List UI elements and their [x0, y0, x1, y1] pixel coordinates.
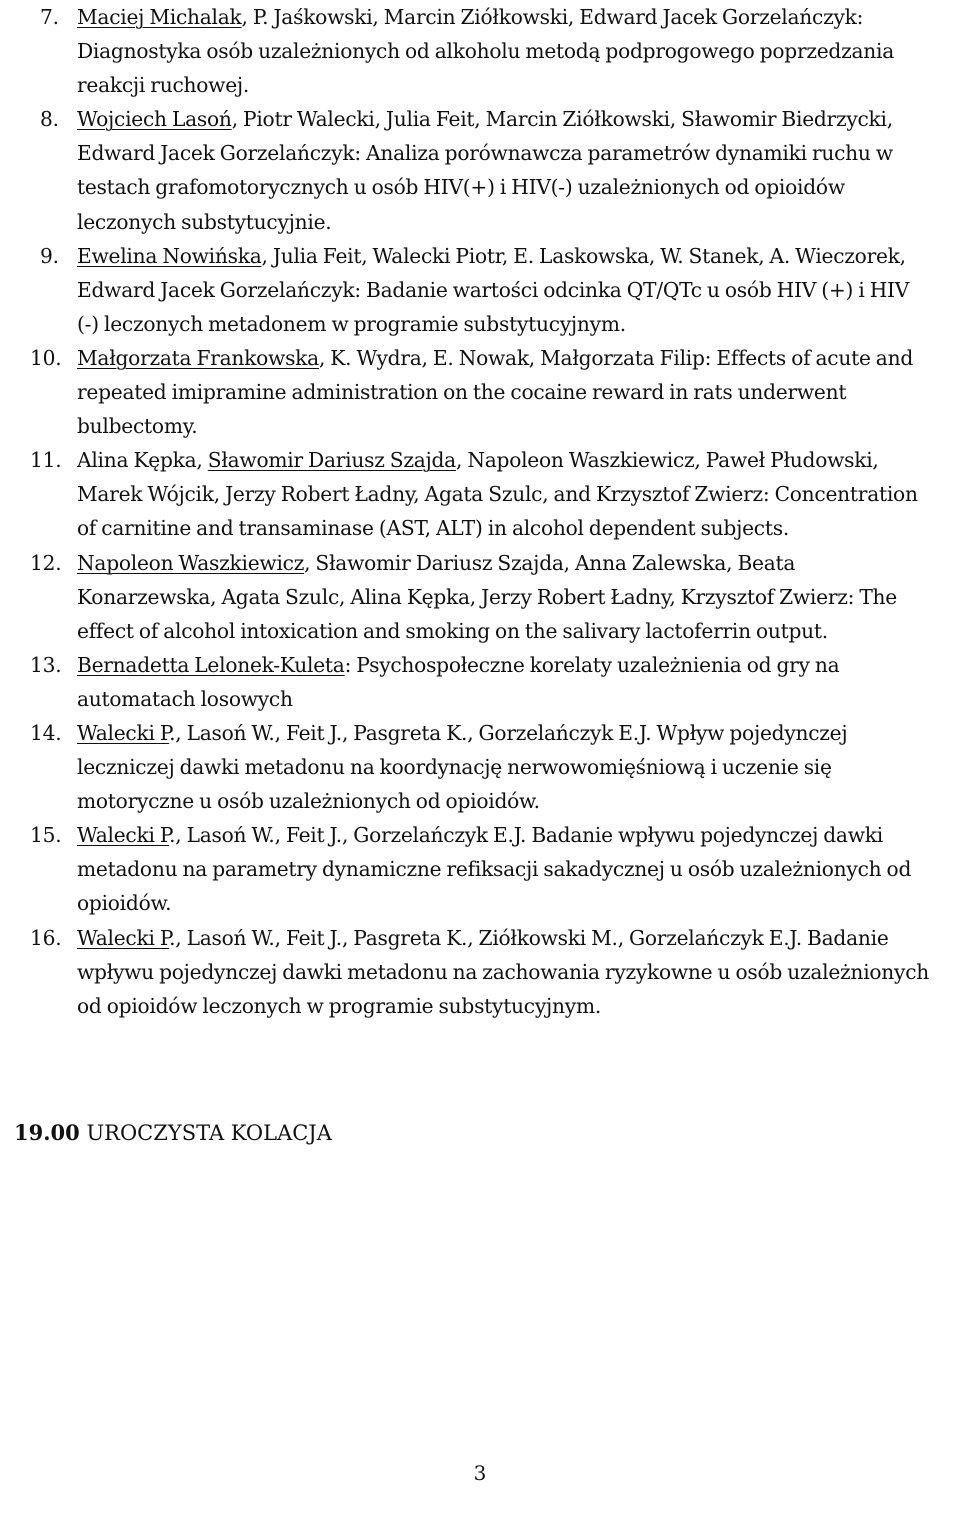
reference-item	[0, 341, 960, 443]
reference-item	[0, 239, 960, 341]
presenting-author: Wojciech Lasoń	[77, 107, 232, 132]
presenting-author: Ewelina Nowińska	[77, 243, 262, 268]
presenting-author: Małgorzata Frankowska	[77, 345, 319, 370]
reference-number: 14.	[30, 720, 62, 745]
presenting-author: Maciej Michalak	[77, 5, 242, 29]
reference-number: 8.	[40, 107, 59, 132]
event-title: UROCZYSTA KOLACJA	[86, 1121, 332, 1145]
presenting-author: Walecki P	[77, 720, 170, 745]
reference-text: Alina Kępka,	[77, 448, 208, 473]
reference-item	[0, 546, 960, 648]
page-number: 3	[473, 1461, 487, 1485]
schedule-event	[14, 1116, 332, 1150]
reference-text: , Sławomir Dariusz Szajda, Anna Zalewska, Beata Konarzewska, Agata Szulc, Alina Kępka, Jerzy Robert Ładny, Krzysztof Zwierz: The effect of alcohol intoxication and smoking on the salivary lactoferrin output.	[77, 550, 897, 643]
presenting-author: Sławomir Dariusz Szajda	[207, 448, 456, 473]
reference-text: ., Lasoń W., Feit J., Pasgreta K., Ziółkowski M., Gorzelańczyk E.J. Badanie wpływu pojedynczej dawki metadonu na zachowania ryzykowne u osób uzależnionych od opioidów leczonych w programie substytucyjnym.	[77, 925, 930, 1018]
reference-item	[0, 102, 960, 238]
reference-number: 11.	[30, 448, 62, 473]
reference-number: 15.	[30, 823, 62, 848]
presenting-author: Walecki P	[77, 823, 170, 848]
reference-text: , K. Wydra, E. Nowak, Małgorzata Filip: Effects of acute and repeated imipramine administration on the cocaine reward in rats underwent bulbectomy.	[77, 345, 914, 439]
reference-text: ., Lasoń W., Feit J., Pasgreta K., Gorzelańczyk E.J. Wpływ pojedynczej leczniczej dawki metadonu na koordynację nerwowomięśniową i uczenie się motoryczne u osób uzależnionych od opioidów.	[77, 720, 848, 814]
reference-item	[0, 921, 960, 1023]
reference-item	[0, 443, 960, 545]
presenting-author: Napoleon Waszkiewicz	[77, 550, 305, 575]
event-time: 19.00	[14, 1120, 80, 1145]
reference-number: 9.	[40, 243, 59, 268]
presenting-author: Bernadetta Lelonek-Kuleta	[77, 652, 345, 677]
reference-item	[0, 716, 960, 818]
reference-number: 16.	[30, 925, 62, 950]
reference-number: 12.	[30, 550, 62, 575]
reference-item	[0, 648, 960, 716]
reference-item	[0, 818, 960, 920]
reference-number: 10.	[30, 345, 62, 370]
reference-text: ., Lasoń W., Feit J., Gorzelańczyk E.J. Badanie wpływu pojedynczej dawki metadonu na parametry dynamiczne refiksacji sakadycznej u osób uzależnionych od opioidów.	[77, 823, 912, 916]
reference-number: 13.	[30, 652, 62, 677]
reference-text: , Julia Feit, Walecki Piotr, E. Laskowska, W. Stanek, A. Wieczorek, Edward Jacek Gorzelańczyk: Badanie wartości odcinka QT/QTc u osób HIV (+) i HIV (-) leczonych metadonem w programie substytucyjnym.	[77, 243, 910, 336]
reference-text: , P. Jaśkowski, Marcin Ziółkowski, Edward Jacek Gorzelańczyk: Diagnostyka osób uzależnionych od alkoholu metodą podprogowego poprzedzania reakcji ruchowej.	[77, 5, 895, 98]
reference-text: : Psychospołeczne korelaty uzależnienia od gry na automatach losowych	[77, 652, 840, 711]
presenting-author: Walecki P	[77, 925, 170, 950]
reference-text: , Piotr Walecki, Julia Feit, Marcin Ziółkowski, Sławomir Biedrzycki, Edward Jacek Gorzelańczyk: Analiza porównawcza parametrów dynamiki ruchu w testach grafomotorycznych u osób HIV(+) i HIV(-) uzależnionych od opioidów leczonych substytucyjnie.	[77, 107, 893, 234]
reference-number: 7.	[40, 5, 59, 29]
reference-item	[0, 0, 960, 102]
reference-text: , Napoleon Waszkiewicz, Paweł Płudowski, Marek Wójcik, Jerzy Robert Ładny, Agata Szulc, and Krzysztof Zwierz: Concentration of carnitine and transaminase (AST, ALT) in alcohol dependent subjects.	[77, 448, 918, 541]
